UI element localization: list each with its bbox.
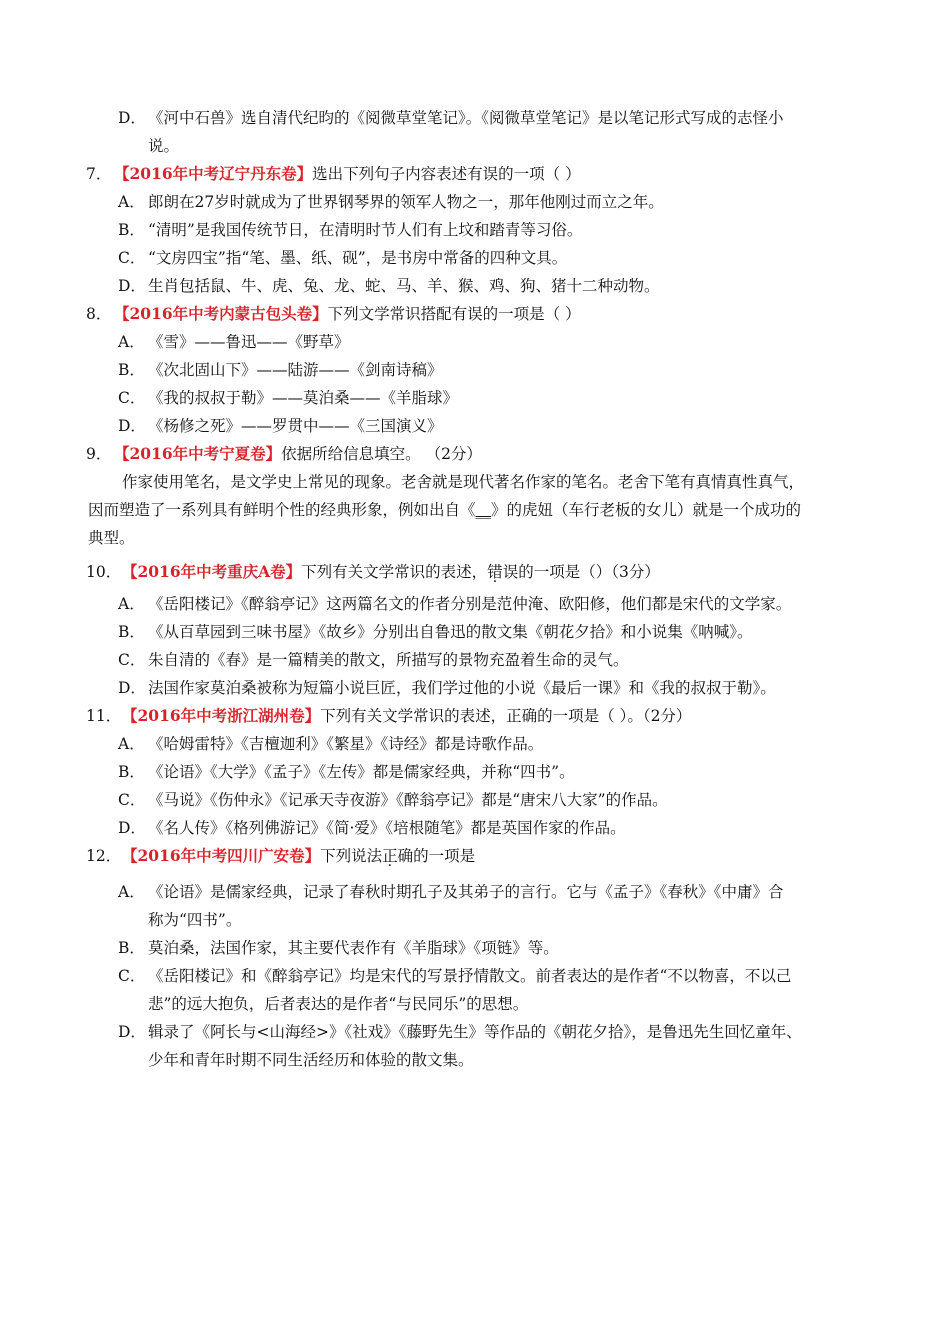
- option-text: “文房四宝”指“笔、墨、纸、砚”，是书房中常备的四种文具。: [148, 249, 568, 267]
- q7-option-d: [118, 272, 863, 300]
- option-text: 《雪》——鲁迅——《野草》: [148, 333, 350, 351]
- q8-option-d: [118, 412, 863, 440]
- option-text: 《杨修之死》——罗贯中——《三国演义》: [148, 417, 443, 435]
- option-label: C．: [118, 967, 146, 985]
- option-label: D．: [118, 109, 146, 127]
- option-label: B．: [118, 221, 145, 239]
- option-text: 《论语》《大学》《孟子》《左传》都是儒家经典，并称“四书”。: [148, 763, 575, 781]
- q11-option-a: [118, 730, 863, 758]
- option-label: D．: [118, 679, 146, 697]
- q10-stem: [86, 558, 876, 586]
- q9-paragraph-line-1: [88, 468, 863, 496]
- q8-option-c: [118, 384, 863, 412]
- question-source: 【2016年中考内蒙古包头卷】: [114, 304, 328, 323]
- document-page: [0, 104, 950, 1074]
- emphasis-char: 正: [382, 847, 398, 865]
- q9-paragraph-line-2: [88, 496, 863, 524]
- option-text: 生肖包括鼠、牛、虎、兔、龙、蛇、马、羊、猴、鸡、狗、猪十二种动物。: [148, 277, 660, 295]
- question-number: 11．: [86, 707, 122, 725]
- option-label: C．: [118, 389, 146, 407]
- question-number: 8．: [86, 305, 112, 323]
- option-label: C．: [118, 249, 146, 267]
- option-text: 朱自清的《春》是一篇精美的散文，所描写的景物充盈着生命的灵气。: [148, 651, 629, 669]
- question-source: 【2016年中考四川广安卷】: [122, 846, 321, 865]
- q10-option-c: [118, 646, 863, 674]
- option-text: “清明”是我国传统节日，在清明时节人们有上坟和踏青等习俗。: [148, 221, 583, 239]
- q11-option-b: [118, 758, 863, 786]
- option-label: A．: [118, 883, 145, 901]
- question-text: 下列有关文学常识的表述，: [301, 563, 488, 581]
- option-label: B．: [118, 361, 145, 379]
- option-label: D．: [118, 417, 146, 435]
- option-label: A．: [118, 735, 145, 753]
- option-label: A．: [118, 193, 145, 211]
- option-text: 《次北固山下》——陆游——《剑南诗稿》: [148, 361, 443, 379]
- option-text: 称为“四书”。: [148, 911, 242, 929]
- option-label: A．: [118, 333, 145, 351]
- q10-option-b: [118, 618, 863, 646]
- question-text: 选出下列句子内容表述有误的一项（ ）: [312, 165, 581, 183]
- question-number: 9．: [86, 445, 112, 463]
- option-text: 《马说》《伤仲永》《记承天寺夜游》《醉翁亭记》都是“唐宋八大家”的作品。: [148, 791, 668, 809]
- q10-option-a: [118, 590, 863, 618]
- option-text: 《哈姆雷特》《吉檀迦利》《繁星》《诗经》都是诗歌作品。: [148, 735, 544, 753]
- option-label: A．: [118, 595, 145, 613]
- question-text: 依据所给信息填空。 （2分）: [281, 445, 482, 463]
- q12-option-d: [118, 1018, 863, 1046]
- option-label: C．: [118, 651, 146, 669]
- q6-option-d: [118, 104, 863, 132]
- option-text: 法国作家莫泊桑被称为短篇小说巨匠，我们学过他的小说《最后一课》和《我的叔叔于勒》。: [148, 679, 776, 697]
- option-label: B．: [118, 623, 145, 641]
- option-text: 悲”的远大抱负，后者表达的是作者“与民同乐”的思想。: [148, 995, 529, 1013]
- paragraph-text: 典型。: [88, 529, 135, 547]
- paragraph-text: 因而塑造了一系列具有鲜明个性的经典形象，例如出自《: [88, 501, 476, 519]
- option-label: B．: [118, 763, 145, 781]
- q12-option-d-cont: [118, 1046, 863, 1074]
- q8-option-b: [118, 356, 863, 384]
- q11-option-d: [118, 814, 863, 842]
- q12-stem: [86, 842, 876, 870]
- q12-option-c: [118, 962, 863, 990]
- option-text: 《河中石兽》选自清代纪昀的《阅微草堂笔记》。《阅微草堂笔记》是以笔记形式写成的志怪小: [148, 109, 784, 127]
- question-source: 【2016年中考浙江湖州卷】: [122, 706, 321, 725]
- option-text: 《我的叔叔于勒》——莫泊桑——《羊脂球》: [148, 389, 459, 407]
- option-label: B．: [118, 939, 145, 957]
- question-number: 12．: [86, 847, 122, 865]
- question-source: 【2016年中考辽宁丹东卷】: [114, 164, 313, 183]
- q7-option-c: [118, 244, 863, 272]
- option-text: 《论语》是儒家经典，记录了春秋时期孔子及其弟子的言行。它与《孟子》《春秋》《中庸》合: [148, 883, 784, 901]
- question-text: 下列有关文学常识的表述，正确的一项是（ ）。（2分）: [320, 707, 692, 725]
- q8-stem: [86, 300, 876, 328]
- question-source: 【2016年中考宁夏卷】: [114, 444, 282, 463]
- emphasis-char: 错: [487, 563, 503, 581]
- option-text: 辑录了《阿长与<山海经>》《社戏》《藤野先生》等作品的《朝花夕拾》，是鲁迅先生回忆童年、: [148, 1023, 802, 1041]
- q12-option-c-cont: [118, 990, 863, 1018]
- question-text: 下列说法: [320, 847, 383, 865]
- question-text: 误的一项是（）（3分）: [502, 563, 660, 581]
- option-text: 郎朗在27岁时就成为了世界钢琴界的领军人物之一，那年他刚过而立之年。: [148, 193, 664, 211]
- q7-option-b: [118, 216, 863, 244]
- q11-option-c: [118, 786, 863, 814]
- question-text: 确的一项是: [397, 847, 476, 865]
- q10-option-d: [118, 674, 863, 702]
- q12-option-a: [118, 878, 863, 906]
- paragraph-text: 》的虎妞（车行老板的女儿）就是一个成功的: [491, 501, 802, 519]
- q8-option-a: [118, 328, 863, 356]
- q11-stem: [86, 702, 876, 730]
- question-text: 下列文学常识搭配有误的一项是（ ）: [327, 305, 581, 323]
- option-label: D．: [118, 1023, 146, 1041]
- option-text: 《岳阳楼记》和《醉翁亭记》均是宋代的写景抒情散文。前者表达的是作者“不以物喜，不以己: [148, 967, 792, 985]
- option-label: D．: [118, 277, 146, 295]
- fill-blank: __: [475, 501, 492, 519]
- q9-paragraph-line-3: [88, 524, 863, 552]
- question-source: 【2016年中考重庆A卷】: [122, 562, 302, 581]
- question-number: 10．: [86, 563, 122, 581]
- option-text: 说。: [148, 137, 180, 155]
- option-text: 少年和青年时期不同生活经历和体验的散文集。: [148, 1051, 474, 1069]
- question-number: 7．: [86, 165, 112, 183]
- q12-option-a-cont: [118, 906, 863, 934]
- option-label: C．: [118, 791, 146, 809]
- option-text: 莫泊桑，法国作家，其主要代表作有《羊脂球》《项链》等。: [148, 939, 559, 957]
- option-label: D．: [118, 819, 146, 837]
- q6-option-d-cont: [118, 132, 863, 160]
- paragraph-text: 作家使用笔名，是文学史上常见的现象。老舍就是现代著名作家的笔名。老舍下笔有真情真性真气，: [122, 473, 805, 491]
- q7-stem: [86, 160, 876, 188]
- option-text: 《从百草园到三味书屋》《故乡》分别出自鲁迅的散文集《朝花夕拾》和小说集《呐喊》。: [148, 623, 753, 641]
- option-text: 《岳阳楼记》《醉翁亭记》这两篇名文的作者分别是范仲淹、欧阳修，他们都是宋代的文学家。: [148, 595, 792, 613]
- option-text: 《名人传》《格列佛游记》《简·爱》《培根随笔》都是英国作家的作品。: [148, 819, 626, 837]
- q7-option-a: [118, 188, 863, 216]
- q9-stem: [86, 440, 876, 468]
- q12-option-b: [118, 934, 863, 962]
